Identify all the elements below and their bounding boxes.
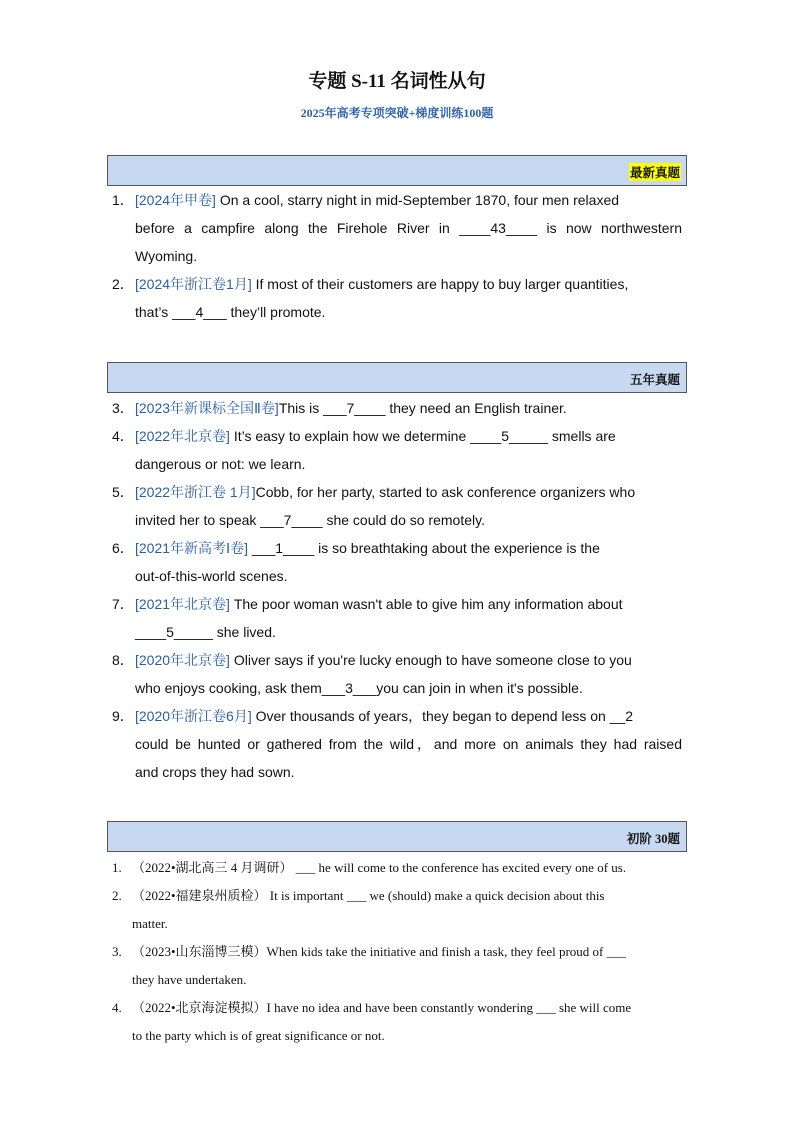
section-header-latest [107,155,687,186]
question-text: On a cool, starry night in mid-September 1870, four men relaxed [215,192,620,208]
question-text: Wyoming. [135,248,198,264]
question-item [112,702,682,786]
question-text: they have undertaken. [132,972,247,987]
question-line [112,186,682,214]
question-source: [2022年浙江卷 1月] [135,484,256,500]
question-text: Oliver says if you're lucky enough to have someone close to you [229,652,632,668]
question-item [112,422,682,478]
question-line [112,270,682,298]
question-text: （2022•湖北高三 4 月调研） ___ he will come to the conference has excited every one of us. [132,860,627,875]
question-text: matter. [132,916,168,931]
question-number: 3. [112,944,122,959]
question-number: 4. [112,1000,122,1015]
question-text: Cobb, for her party, started to ask conference organizers who [255,484,636,500]
question-number: 8． [112,652,134,668]
question-text: and crops they had sown. [135,764,295,780]
question-source: [2021年新高考Ⅰ卷] [135,540,249,556]
question-source: [2023年新课标全国Ⅱ卷] [135,400,279,416]
section-label: 五年真题 [629,373,680,387]
question-item [112,478,682,534]
question-text: that’s ___4___ they’ll promote. [135,304,326,320]
question-number: 2. [112,888,122,903]
question-item [112,938,682,994]
question-text: If most of their customers are happy to buy larger quantities, [251,276,629,292]
question-text: out-of-this-world scenes. [135,568,288,584]
section-label: 初阶 30题 [626,832,680,846]
section-header-five-years [107,362,687,393]
question-text: to the party which is of great significance or not. [132,1028,385,1043]
question-text: The poor woman wasn't able to give him any information about [229,596,623,612]
question-source: [2024年浙江卷1月] [135,276,252,292]
question-item [112,534,682,590]
question-text: This is ___7____ they need an English trainer. [278,400,567,416]
question-text: ___1____ is so breathtaking about the experience is the [248,540,600,556]
question-item [112,854,682,882]
question-text: ____5_____ she lived. [135,624,276,640]
question-number: 6． [112,540,134,556]
question-item [112,394,682,422]
question-source: [2020年浙江卷6月] [135,708,252,724]
question-text: Over thousands of years，they began to depend less on __2 [251,708,634,724]
question-text: （2023•山东淄博三模）When kids take the initiative and finish a task, they feel proud of ___ [132,944,627,959]
question-item [112,646,682,702]
question-text: （2022•北京海淀模拟）I have no idea and have been constantly wondering ___ she will come [132,1000,632,1015]
question-text: could be hunted or gathered from the wild，and more on animals they had raised [135,736,682,752]
question-item [112,186,682,270]
question-source: [2022年北京卷] [135,428,230,444]
page-subtitle: 2025年高考专项突破+梯度训练100题 [300,106,494,120]
question-number: 3． [112,400,134,416]
question-number: 1. [112,860,122,875]
question-item [112,590,682,646]
question-item [112,882,682,938]
question-number: 4． [112,428,134,444]
question-source: [2021年北京卷] [135,596,230,612]
question-number: 9． [112,708,134,724]
question-source: [2024年甲卷] [135,192,216,208]
section-header-beginner [107,821,687,852]
section-label: 最新真题 [629,163,681,181]
question-text: who enjoys cooking, ask them___3___you can join in when it's possible. [135,680,583,696]
question-number: 7． [112,596,134,612]
question-item [112,270,682,326]
question-number: 2． [112,276,134,292]
question-number: 1． [112,192,134,208]
question-text: invited her to speak ___7____ she could do so remotely. [135,512,485,528]
page-title: 专题 S-11 名词性从句 [308,71,486,92]
question-source: [2020年北京卷] [135,652,230,668]
question-text: It’s easy to explain how we determine ____5_____ smells are [229,428,616,444]
question-number: 5． [112,484,134,500]
question-text: before a campfire along the Firehole River in ____43____ is now northwestern [135,220,682,236]
question-item [112,994,682,1050]
question-text: （2022•福建泉州质检） It is important ___ we (should) make a quick decision about this [132,888,605,903]
question-text: dangerous or not: we learn. [135,456,306,472]
